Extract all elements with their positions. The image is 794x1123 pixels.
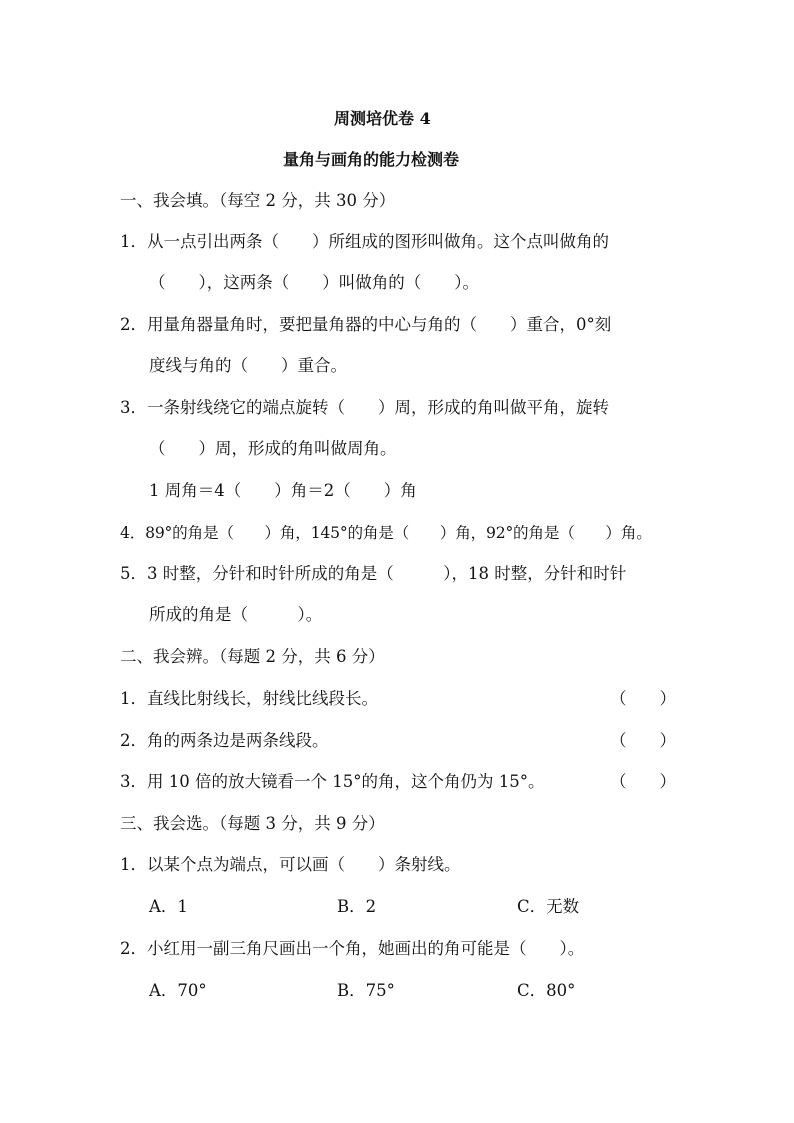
judge-item-2: 2．角的两条边是两条线段。 [120,731,329,750]
judge-item-3: 3．用 10 倍的放大镜看一个 15°的角，这个角仍为 15°。 [120,772,545,791]
question-3-line-2: （ ）周，形成的角叫做周角。 [149,439,397,458]
question-3-line-1: 3．一条射线绕它的端点旋转（ ）周，形成的角叫做平角，旋转 [120,398,609,417]
choice-1-option-a[interactable]: A．1 [149,897,188,916]
page-title: 周测培优卷 4 [334,109,431,128]
question-1-line-1: 1．从一点引出两条（ ）所组成的图形叫做角。这个点叫做角的 [120,232,609,251]
choice-1-option-b[interactable]: B．2 [337,897,377,916]
question-4: 4．89°的角是（ ）角，145°的角是（ ）角，92°的角是（ ）角。 [120,524,652,542]
section-heading-fill: 一、我会填。（每空 2 分，共 30 分） [120,191,396,210]
choice-question-1: 1．以某个点为端点，可以画（ ）条射线。 [120,855,461,874]
judge-answer-3[interactable]: （ ） [610,772,676,791]
question-1-line-2: （ ），这两条（ ）叫做角的（ ）。 [149,273,479,292]
page-subtitle: 量角与画角的能力检测卷 [283,150,460,169]
question-5-line-2: 所成的角是（ ）。 [149,605,323,624]
choice-2-option-c[interactable]: C．80° [517,981,576,1000]
choice-2-option-b[interactable]: B．75° [337,981,395,1000]
question-5-line-1: 5．3 时整，分针和时针所成的角是（ ），18 时整，分针和时针 [120,564,627,583]
judge-answer-1[interactable]: （ ） [610,689,676,708]
choice-1-option-c[interactable]: C．无数 [517,897,580,916]
choice-2-option-a[interactable]: A．70° [149,981,207,1000]
choice-question-2: 2．小红用一副三角尺画出一个角，她画出的角可能是（ ）。 [120,939,585,958]
section-heading-judge: 二、我会辨。（每题 2 分，共 6 分） [120,647,385,666]
question-2-line-1: 2．用量角器量角时，要把量角器的中心与角的（ ）重合，0°刻 [120,315,612,334]
question-3-line-3: 1 周角＝4（ ）角＝2（ ）角 [149,481,417,500]
judge-answer-2[interactable]: （ ） [610,731,676,750]
section-heading-choose: 三、我会选。（每题 3 分，共 9 分） [120,814,385,833]
question-2-line-2: 度线与角的（ ）重合。 [149,356,347,375]
judge-item-1: 1．直线比射线长，射线比线段长。 [120,689,378,708]
